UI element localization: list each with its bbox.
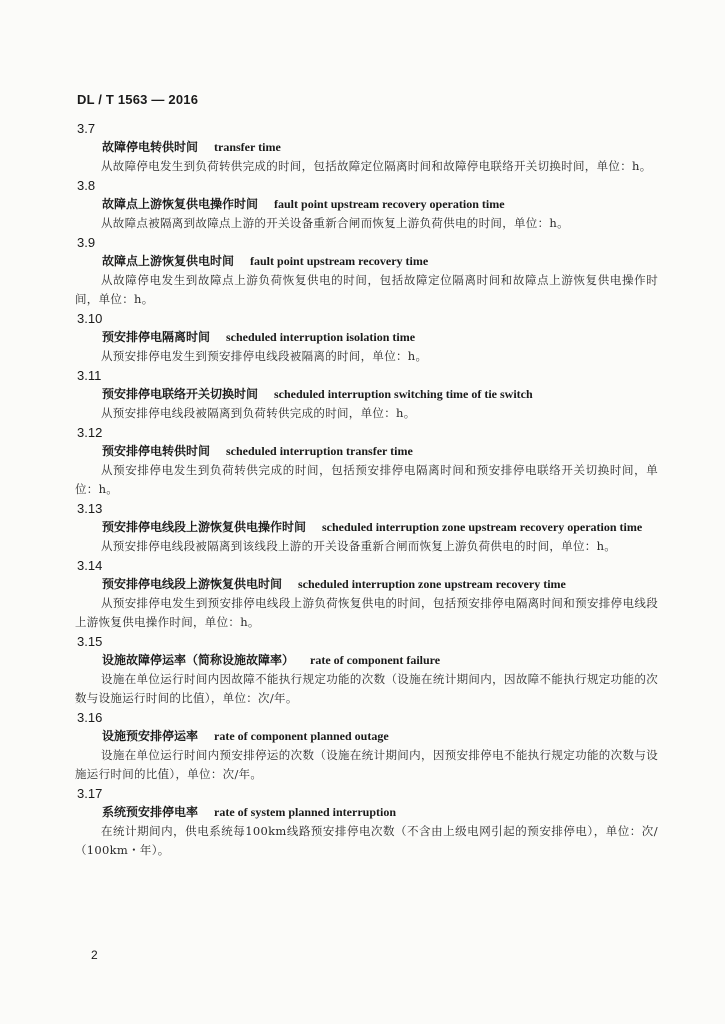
definition-text: 在统计期间内，供电系统每100km线路预安排停电次数（不含由上级电网引起的预安排停电），单位：次/（100km・年）。 xyxy=(75,824,658,857)
clause-number: 3.13 xyxy=(77,501,103,516)
page-number: 2 xyxy=(91,948,98,962)
definition-entry xyxy=(75,499,658,556)
definition-text: 从故障点被隔离到故障点上游的开关设备重新合闸而恢复上游负荷供电的时间，单位：h。 xyxy=(101,216,569,230)
term-line xyxy=(75,138,658,157)
definition-entry xyxy=(75,119,658,176)
term-zh: 预安排停电转供时间 xyxy=(102,444,211,458)
term-zh: 预安排停电联络开关切换时间 xyxy=(102,387,259,401)
term-en: fault point upstream recovery time xyxy=(250,254,429,268)
clause-number: 3.17 xyxy=(77,786,103,801)
definition-entry xyxy=(75,309,658,366)
term-line xyxy=(75,252,658,271)
definition-entry xyxy=(75,366,658,423)
term-line xyxy=(75,727,658,746)
term-zh: 设施故障停运率（简称设施故障率） xyxy=(102,653,295,667)
term-en: scheduled interruption zone upstream recovery operation time xyxy=(322,520,643,534)
clause-number: 3.9 xyxy=(77,235,96,250)
term-en: fault point upstream recovery operation time xyxy=(274,197,505,211)
term-line xyxy=(75,442,658,461)
term-en: rate of component planned outage xyxy=(214,729,389,743)
definition-entry xyxy=(75,423,658,499)
definition-text: 从预安排停电线段被隔离到该线段上游的开关设备重新合闸而恢复上游负荷供电的时间，单位：h。 xyxy=(101,539,617,553)
term-en: transfer time xyxy=(214,140,281,154)
term-zh: 预安排停电线段上游恢复供电时间 xyxy=(102,577,283,591)
term-zh: 预安排停电隔离时间 xyxy=(102,330,211,344)
term-zh: 预安排停电线段上游恢复供电操作时间 xyxy=(102,520,307,534)
clause-number: 3.12 xyxy=(77,425,103,440)
definition-text: 从预安排停电发生到负荷转供完成的时间，包括预安排停电隔离时间和预安排停电联络开关切换时间，单位：h。 xyxy=(75,463,658,496)
definition-entry xyxy=(75,556,658,632)
definition-text: 从故障停电发生到负荷转供完成的时间，包括故障定位隔离时间和故障停电联络开关切换时间，单位：h。 xyxy=(101,159,652,173)
term-en: scheduled interruption switching time of tie switch xyxy=(274,387,533,401)
term-en: rate of system planned interruption xyxy=(214,805,397,819)
term-line xyxy=(75,195,658,214)
definition-entry xyxy=(75,233,658,309)
clause-number: 3.8 xyxy=(77,178,96,193)
term-line xyxy=(75,518,658,537)
definition-text: 设施在单位运行时间内因故障不能执行规定功能的次数（设施在统计期间内，因故障不能执行规定功能的次数与设施运行时间的比值），单位：次/年。 xyxy=(75,672,658,705)
definition-text: 从预安排停电发生到预安排停电线段被隔离的时间，单位：h。 xyxy=(101,349,428,363)
term-en: scheduled interruption transfer time xyxy=(226,444,413,458)
definition-entry xyxy=(75,632,658,708)
document-header: DL / T 1563 — 2016 xyxy=(77,92,199,107)
clause-number: 3.7 xyxy=(77,121,96,136)
definition-text: 从预安排停电线段被隔离到负荷转供完成的时间，单位：h。 xyxy=(101,406,416,420)
term-en: scheduled interruption isolation time xyxy=(226,330,416,344)
term-en: rate of component failure xyxy=(310,653,441,667)
definition-entry xyxy=(75,784,658,860)
clause-number: 3.14 xyxy=(77,558,103,573)
term-zh: 设施预安排停运率 xyxy=(102,729,199,743)
term-line xyxy=(75,385,658,404)
clause-number: 3.16 xyxy=(77,710,103,725)
definition-entry xyxy=(75,708,658,784)
definition-entry xyxy=(75,176,658,233)
definition-text: 从预安排停电发生到预安排停电线段上游负荷恢复供电的时间，包括预安排停电隔离时间和预安排停电线段上游恢复供电操作时间，单位：h。 xyxy=(75,596,658,629)
term-zh: 故障停电转供时间 xyxy=(102,140,199,154)
term-zh: 系统预安排停电率 xyxy=(102,805,199,819)
term-line xyxy=(75,575,658,594)
definition-text: 从故障停电发生到故障点上游负荷恢复供电的时间，包括故障定位隔离时间和故障点上游恢复供电操作时间，单位：h。 xyxy=(75,273,658,306)
definitions-list xyxy=(75,119,658,860)
clause-number: 3.10 xyxy=(77,311,103,326)
term-en: scheduled interruption zone upstream recovery time xyxy=(298,577,566,591)
definition-text: 设施在单位运行时间内预安排停运的次数（设施在统计期间内，因预安排停电不能执行规定功能的次数与设施运行时间的比值），单位：次/年。 xyxy=(75,748,658,781)
term-zh: 故障点上游恢复供电操作时间 xyxy=(102,197,259,211)
term-zh: 故障点上游恢复供电时间 xyxy=(102,254,235,268)
term-line xyxy=(75,803,658,822)
clause-number: 3.15 xyxy=(77,634,103,649)
term-line xyxy=(75,328,658,347)
clause-number: 3.11 xyxy=(77,368,102,383)
term-line xyxy=(75,651,658,670)
